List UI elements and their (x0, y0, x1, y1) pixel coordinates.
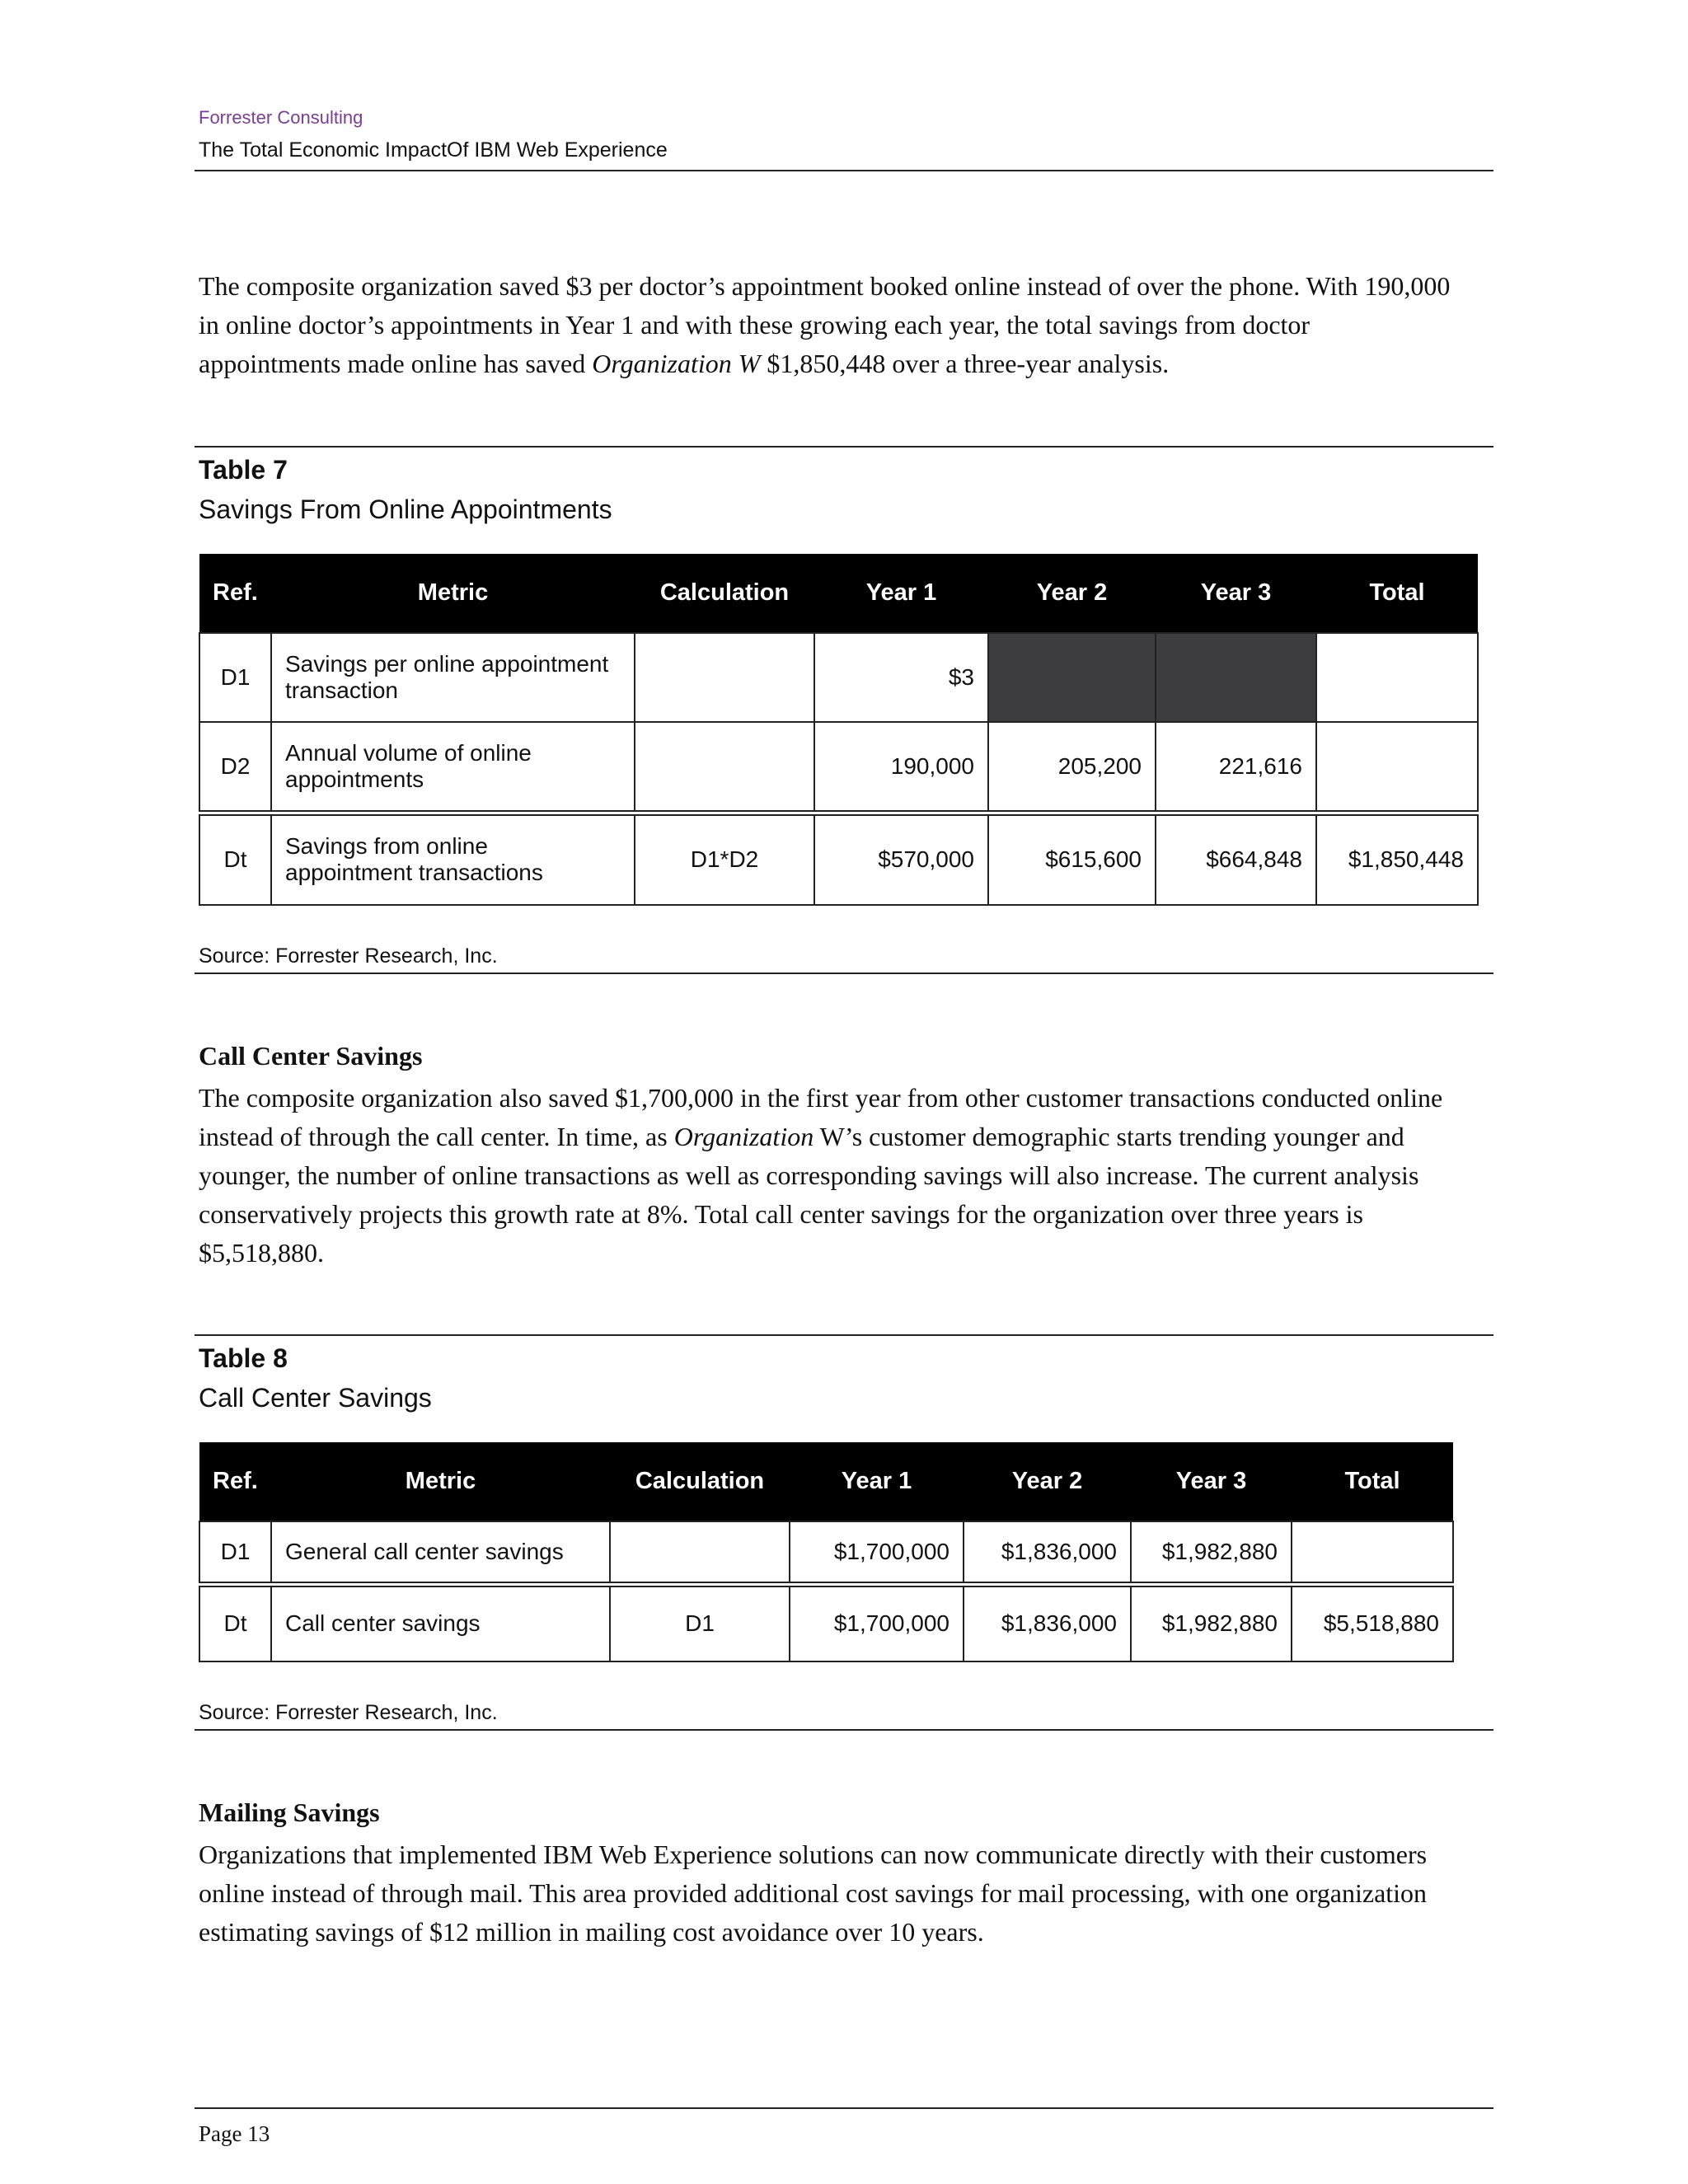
column-header: Year 1 (790, 1442, 964, 1521)
table8-source: Source: Forrester Research, Inc. (199, 1701, 498, 1724)
paragraph-line: online instead of through mail. This area provided additional cost savings for mail processing, with one organization (199, 1878, 1428, 1908)
mailing-paragraph (199, 1835, 1493, 1952)
paragraph-line: $5,518,880. (199, 1238, 324, 1268)
column-header: Calculation (635, 554, 814, 633)
metric-cell: General call center savings (271, 1521, 610, 1584)
year2-cell: $615,600 (988, 813, 1156, 905)
paragraph-line: conservatively projects this growth rate at 8%. Total call center savings for the organization over three years is (199, 1199, 1363, 1229)
header-rule (195, 170, 1493, 171)
metric-cell: Savings from online appointment transactions (271, 813, 635, 905)
calc-cell (635, 722, 814, 813)
column-header: Total (1292, 1442, 1453, 1521)
paragraph-line: Organizations that implemented IBM Web Experience solutions can now communicate directly with their customers (199, 1840, 1428, 1869)
intro-paragraph (199, 267, 1493, 383)
column-header: Ref. (199, 554, 271, 633)
table8 (199, 1442, 1454, 1662)
intro-line: The composite organization saved $3 per doctor’s appointment booked online instead of over the phone. With 190,000 (199, 271, 1451, 301)
ref-cell: D1 (199, 1521, 271, 1584)
table7-source: Source: Forrester Research, Inc. (199, 944, 498, 968)
year1-cell: $1,700,000 (790, 1584, 964, 1661)
paragraph-line: The composite organization also saved $1,700,000 in the first year from other customer transactions conducted online (199, 1083, 1443, 1113)
table-row (199, 722, 1478, 813)
table8-header-row (199, 1442, 1453, 1521)
intro-line: in online doctor’s appointments in Year 1 and with these growing each year, the total savings from doctor (199, 310, 1311, 340)
footer-rule (195, 2107, 1493, 2109)
ref-cell: D1 (199, 633, 271, 722)
table8-top-rule (195, 1334, 1493, 1336)
column-header: Year 3 (1131, 1442, 1292, 1521)
table-row (199, 1521, 1453, 1584)
table7-header-row (199, 554, 1478, 633)
ref-cell: Dt (199, 1584, 271, 1661)
year1-cell: 190,000 (814, 722, 988, 813)
page-number: Page 13 (199, 2121, 270, 2146)
year3-cell: $1,982,880 (1131, 1521, 1292, 1584)
year1-cell: $570,000 (814, 813, 988, 905)
year3-cell: $1,982,880 (1131, 1584, 1292, 1661)
calc-cell: D1*D2 (635, 813, 814, 905)
year2-cell-shaded (988, 633, 1156, 722)
table7-title: Table 7 (199, 455, 288, 485)
total-cell: $5,518,880 (1292, 1584, 1453, 1661)
paragraph-line: estimating savings of $12 million in mailing cost avoidance over 10 years. (199, 1917, 984, 1947)
calc-cell (610, 1521, 790, 1584)
table7-subtitle: Savings From Online Appointments (199, 494, 612, 524)
total-cell: $1,850,448 (1316, 813, 1478, 905)
column-header: Year 1 (814, 554, 988, 633)
total-cell (1316, 633, 1478, 722)
year2-cell: $1,836,000 (964, 1521, 1131, 1584)
paragraph-line: instead of through the call center. In time, as Organization W’s customer demographic starts trending younger and (199, 1122, 1404, 1151)
column-header: Year 3 (1156, 554, 1316, 633)
header-title: The Total Economic ImpactOf IBM Web Experience (199, 138, 668, 162)
column-header: Ref. (199, 1442, 271, 1521)
intro-line: appointments made online has saved Organization W $1,850,448 over a three-year analysis. (199, 349, 1170, 378)
table7-bottom-rule (195, 972, 1493, 974)
year1-cell: $3 (814, 633, 988, 722)
column-header: Year 2 (964, 1442, 1131, 1521)
paragraph-line: younger, the number of online transactions as well as corresponding savings will also increase. The current analysis (199, 1160, 1419, 1190)
calc-cell: D1 (610, 1584, 790, 1661)
ref-cell: Dt (199, 813, 271, 905)
year2-cell: 205,200 (988, 722, 1156, 813)
column-header: Total (1316, 554, 1478, 633)
column-header: Metric (271, 1442, 610, 1521)
year3-cell: $664,848 (1156, 813, 1316, 905)
metric-cell: Annual volume of online appointments (271, 722, 635, 813)
call-center-paragraph (199, 1079, 1493, 1272)
total-cell (1292, 1521, 1453, 1584)
column-header: Metric (271, 554, 635, 633)
table-row (199, 633, 1478, 722)
ref-cell: D2 (199, 722, 271, 813)
mailing-heading: Mailing Savings (199, 1797, 380, 1827)
table-row-total (199, 1584, 1453, 1661)
total-cell (1316, 722, 1478, 813)
table7 (199, 554, 1479, 906)
year2-cell: $1,836,000 (964, 1584, 1131, 1661)
table-row-total (199, 813, 1478, 905)
call-center-heading: Call Center Savings (199, 1041, 423, 1071)
year1-cell: $1,700,000 (790, 1521, 964, 1584)
metric-cell: Savings per online appointment transaction (271, 633, 635, 722)
table8-subtitle: Call Center Savings (199, 1383, 432, 1413)
header-org: Forrester Consulting (199, 107, 363, 128)
column-header: Year 2 (988, 554, 1156, 633)
column-header: Calculation (610, 1442, 790, 1521)
year3-cell: 221,616 (1156, 722, 1316, 813)
calc-cell (635, 633, 814, 722)
metric-cell: Call center savings (271, 1584, 610, 1661)
table8-title: Table 8 (199, 1343, 288, 1373)
table8-bottom-rule (195, 1729, 1493, 1731)
year3-cell-shaded (1156, 633, 1316, 722)
table7-top-rule (195, 446, 1493, 448)
